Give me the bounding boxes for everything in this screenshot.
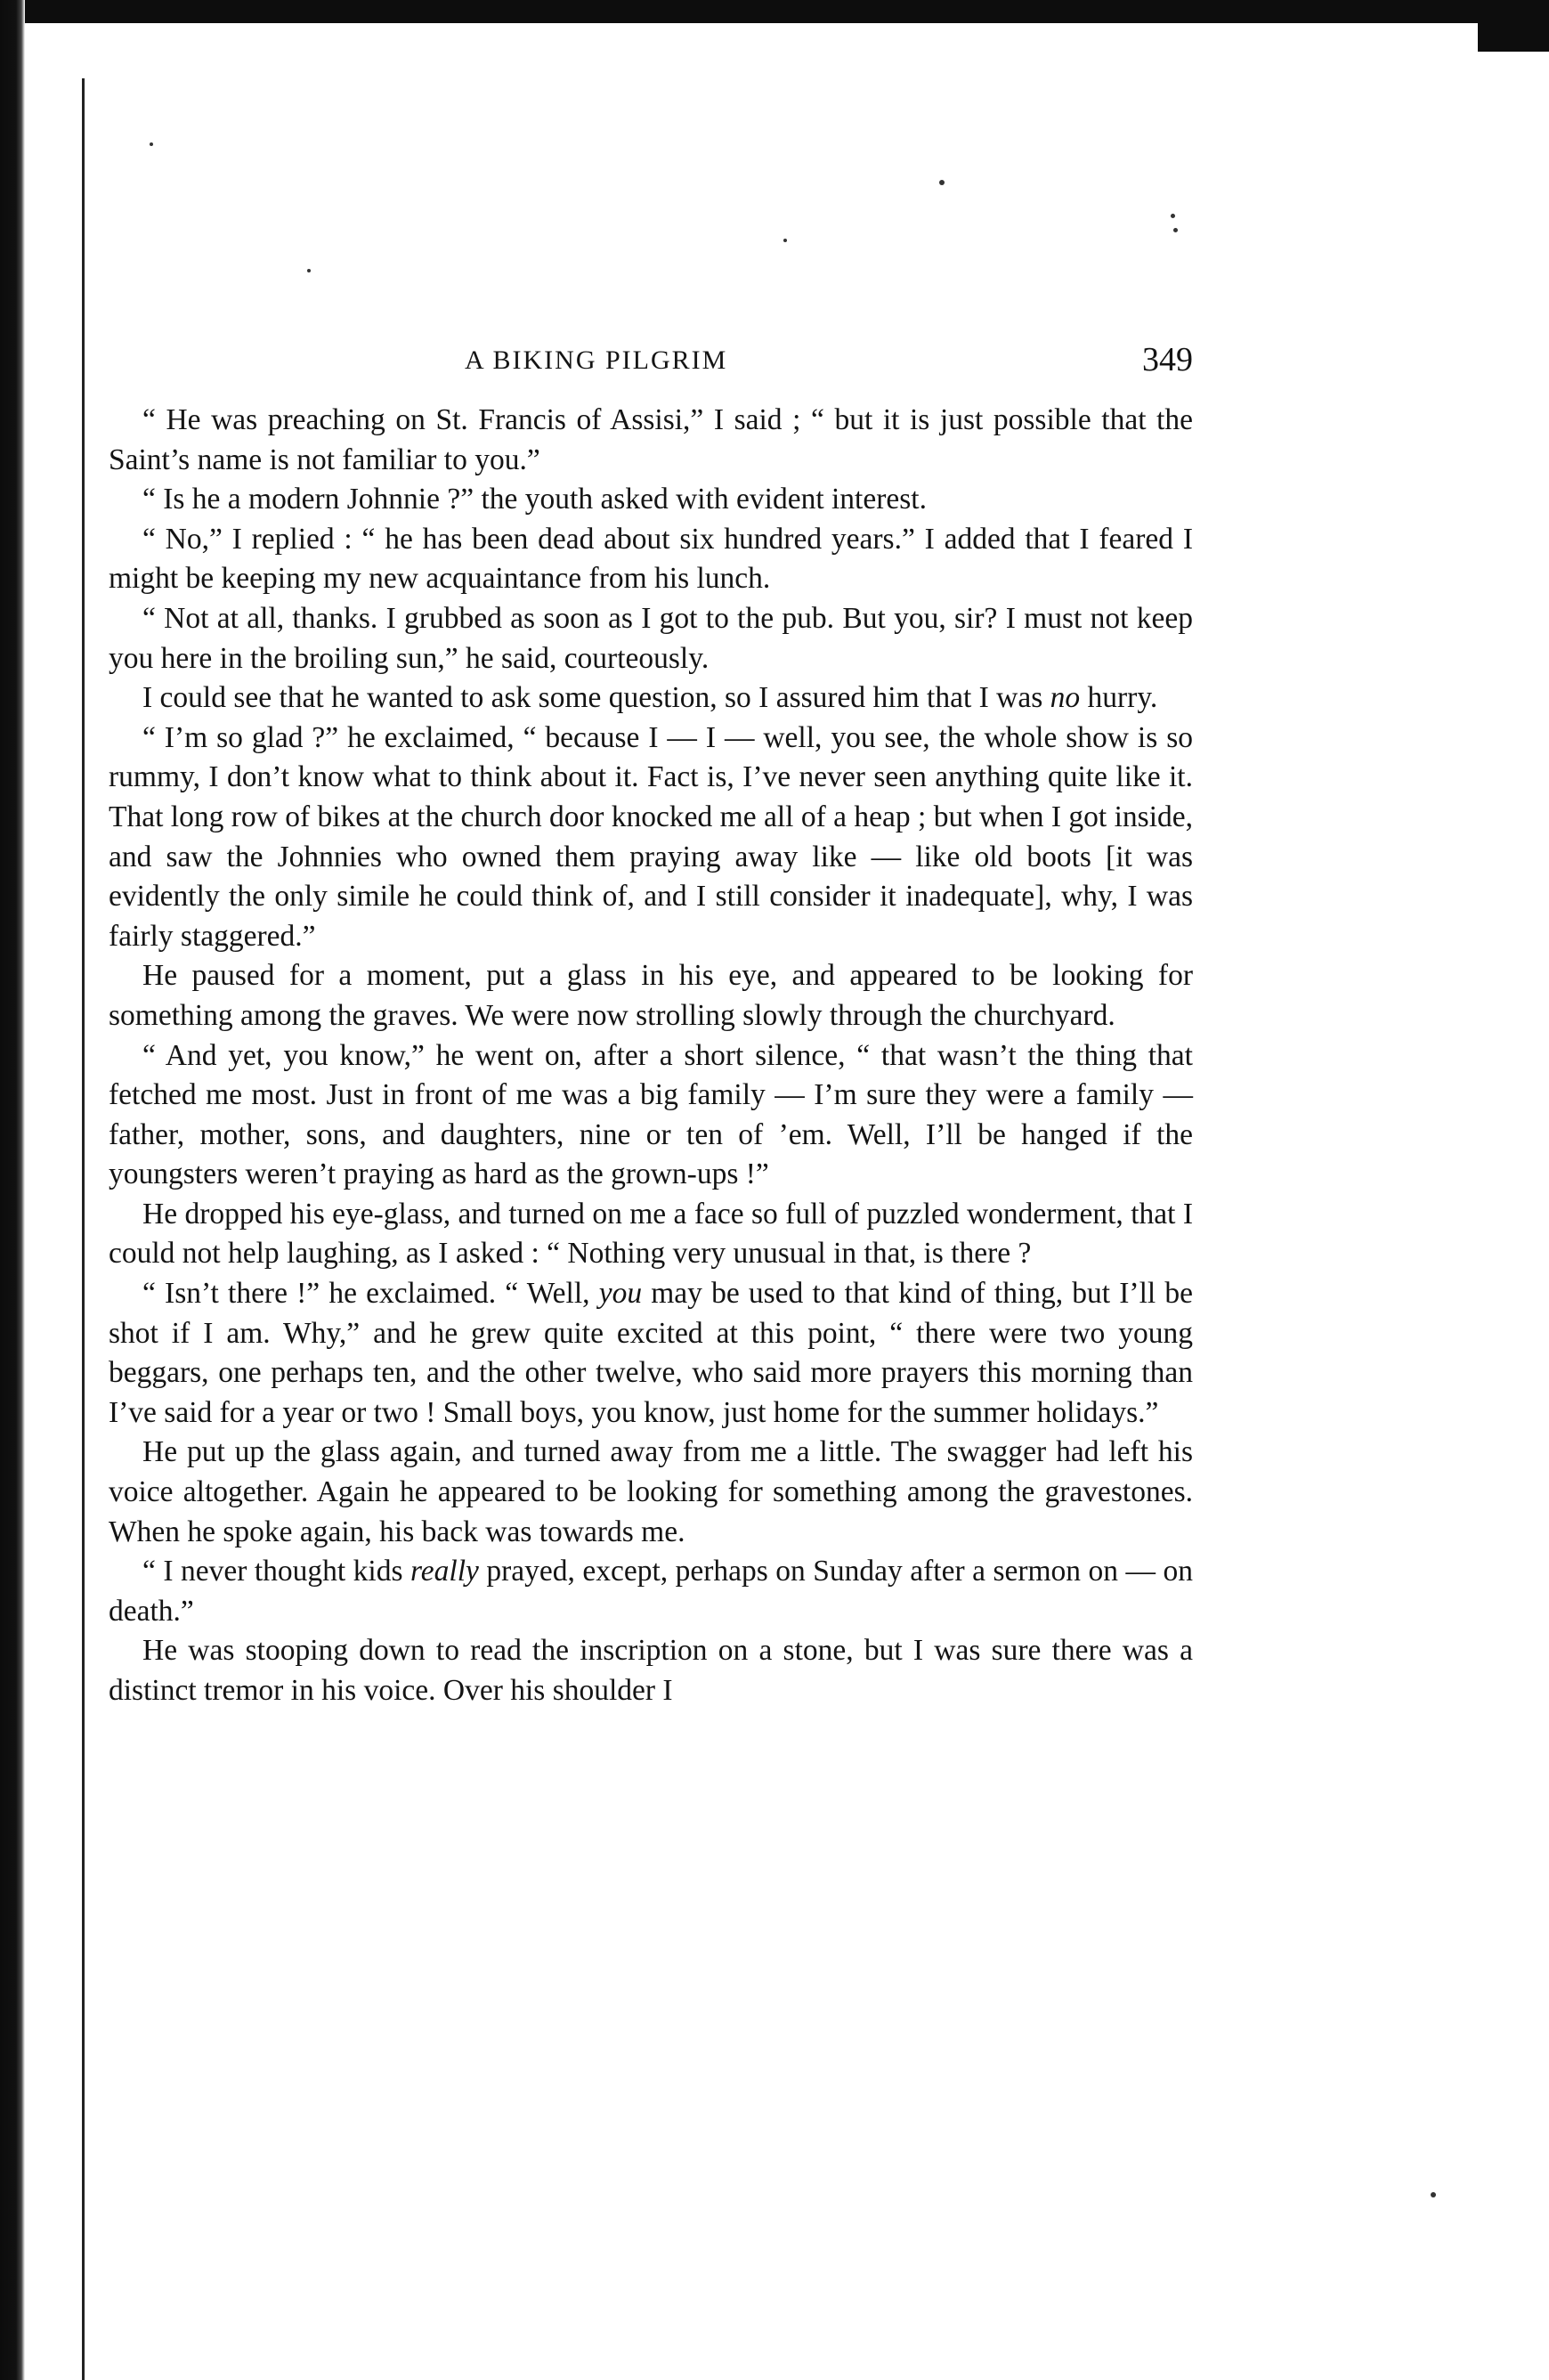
italic-text: you	[598, 1277, 643, 1311]
paragraph	[109, 678, 1193, 719]
paragraph-text: “ Is he a modern Johnnie ?” the youth asked with evident interest.	[142, 483, 927, 516]
body-text	[109, 401, 1193, 1711]
paragraph	[109, 1274, 1193, 1433]
paragraph-text: “ No,” I replied : “ he has been dead about six hundred years.” I added that I feared I might be keeping my new acquaintance from his lunch.	[109, 522, 1193, 596]
paragraph	[109, 956, 1193, 1036]
paragraph-text: He paused for a moment, put a glass in his eye, and appeared to be looking for something among the graves. We were now strolling slowly through the churchyard.	[109, 959, 1193, 1032]
paragraph-text: hurry.	[1080, 681, 1158, 715]
paragraph	[109, 520, 1193, 599]
paragraph-text: may be used to that kind of thing, but I’ll be shot if I am. Why,” and he grew quite excited at this point, “ there were two young beggars, one perhaps ten, and the other twelve, who said more prayers this morning than I’ve said for a year or two ! Small boys, you know, just home for the summer holidays.”	[109, 1277, 1193, 1429]
paragraph-text: He put up the glass again, and turned away from me a little. The swagger had left his voice altogether. Again he appeared to be looking for something among the gravestones. When he spoke again, his back was towards me.	[109, 1435, 1193, 1548]
scan-page-edge	[82, 78, 85, 2380]
paragraph-text: I could see that he wanted to ask some question, so I assured him that I was	[142, 681, 1050, 715]
paragraph-text: “ And yet, you know,” he went on, after a short silence, “ that wasn’t the thing that fetched me most. Just in front of me was a big family — I’m sure they were a family — father, mother, sons, and daughters, nine or ten of ’em. Well, I’ll be hanged if the youngsters weren’t praying as hard as the grown-ups !”	[109, 1038, 1193, 1191]
paragraph	[109, 599, 1193, 678]
paragraph-text: He dropped his eye-glass, and turned on me a face so full of puzzled wonderment, that I could not help laughing, as I asked : “ Nothing very unusual in that, is there ?	[109, 1197, 1193, 1271]
italic-text: no	[1050, 681, 1081, 715]
page-number: 349	[1142, 341, 1193, 378]
paragraph	[109, 1036, 1193, 1195]
scan-border-left	[0, 0, 25, 2380]
paragraph	[109, 1433, 1193, 1552]
running-head	[109, 338, 1193, 401]
paragraph	[109, 719, 1193, 957]
book-page	[109, 338, 1193, 1711]
paragraph-text: “ Isn’t there !” he exclaimed. “ Well,	[142, 1277, 599, 1311]
paragraph	[109, 1631, 1193, 1710]
paragraph	[109, 1552, 1193, 1631]
italic-text: really	[410, 1555, 479, 1588]
running-title: A BIKING PILGRIM	[465, 345, 728, 375]
paragraph-text: “ He was preaching on St. Francis of Assisi,” I said ; “ but it is just possible that the Saint’s name is not familiar to you.”	[109, 403, 1193, 476]
paragraph-text: “ I never thought kids	[142, 1555, 411, 1588]
paragraph-text: “ Not at all, thanks. I grubbed as soon as I got to the pub. But you, sir? I must not keep you here in the broiling sun,” he said, courteously.	[109, 601, 1193, 675]
paragraph	[109, 1195, 1193, 1274]
paragraph-text: prayed, except, perhaps on Sunday after a sermon on — on death.”	[109, 1555, 1193, 1628]
paragraph-text: “ I’m so glad ?” he exclaimed, “ because I — I — well, you see, the whole show is so rummy, I don’t know what to think about it. Fact is, I’ve never seen anything quite like it. That long row of bikes at the church door knocked me all of a heap ; but when I got inside, and saw the Johnnies who owned them praying away like — like old boots [it was evidently the only simile he could think of, and I still consider it inadequate], why, I was fairly staggered.”	[109, 720, 1193, 953]
paragraph	[109, 480, 1193, 520]
paragraph	[109, 401, 1193, 480]
paragraph-text: He was stooping down to read the inscription on a stone, but I was sure there was a distinct tremor in his voice. Over his shoulder I	[109, 1634, 1193, 1707]
scan-border-top	[0, 0, 1549, 52]
